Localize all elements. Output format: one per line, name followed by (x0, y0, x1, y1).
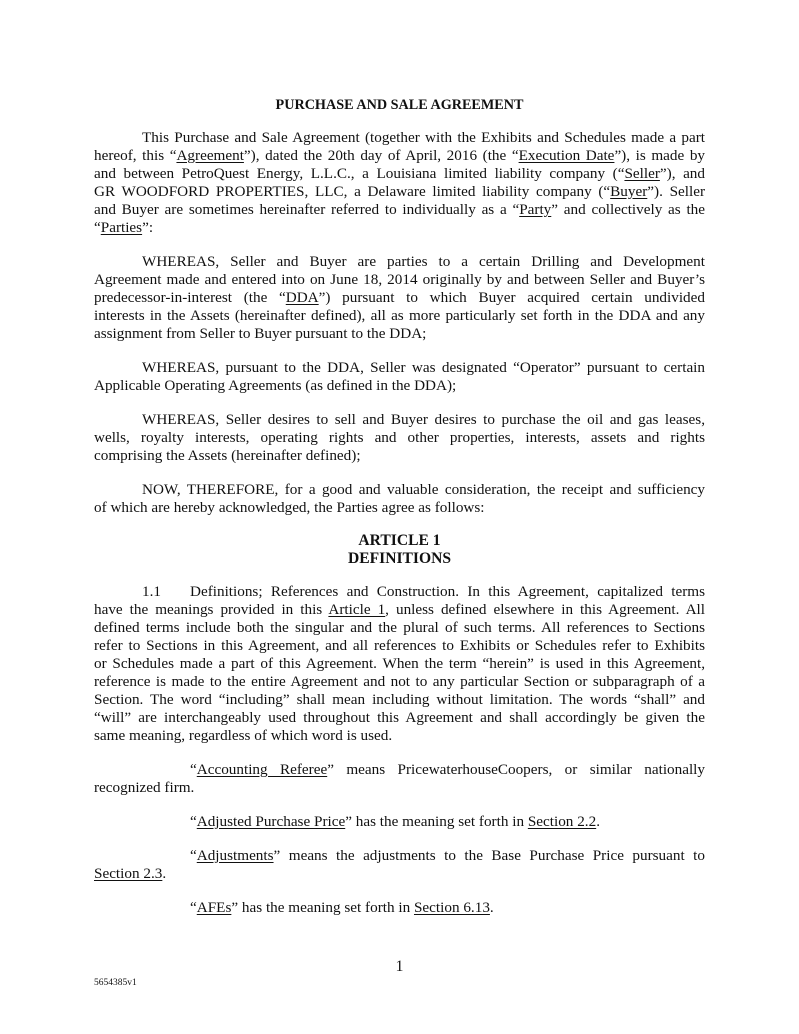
defined-term: AFEs (196, 899, 232, 916)
defined-term: Parties (100, 219, 143, 236)
document-title: PURCHASE AND SALE AGREEMENT (275, 97, 524, 113)
text-line: refer to Sections in this Agreement, and all references to Exhibits or Schedules refer to Exhibits (94, 637, 705, 654)
text-line: Section 2.3. (94, 865, 167, 882)
text-line: Definitions; References and Construction. In this Agreement, capitalized terms (190, 583, 705, 600)
text-line: comprising the Assets (hereinafter defined); (94, 447, 361, 464)
text-line: assignment from Seller to Buyer pursuant to the DDA; (94, 325, 427, 342)
text-line: interests in the Assets (hereinafter defined), all as more particularly set forth in the DDA and any (94, 307, 705, 324)
text-line: WHEREAS, Seller and Buyer are parties to a certain Drilling and Development (142, 253, 705, 270)
cross-reference: Section 2.2 (527, 813, 597, 830)
defined-term: Adjustments (196, 847, 274, 864)
defined-term: Buyer (610, 183, 648, 200)
text-line: hereof, this “Agreement”), dated the 20th day of April, 2016 (the “Execution Date”), is made by (94, 147, 706, 164)
article-heading: DEFINITIONS (347, 550, 452, 567)
text-line: This Purchase and Sale Agreement (together with the Exhibits and Schedules made a part (142, 129, 705, 146)
text-line: WHEREAS, pursuant to the DDA, Seller was designated “Operator” pursuant to certain (142, 359, 705, 376)
definition-adjusted-purchase-price: “Adjusted Purchase Price” has the meaning set forth in Section 2.2. (190, 813, 600, 830)
text-line: same meaning, regardless of which word is used. (94, 727, 393, 744)
article-number: ARTICLE 1 (358, 532, 441, 549)
cross-reference: Section 2.3 (94, 865, 163, 882)
text-line: WHEREAS, Seller desires to sell and Buyer desires to purchase the oil and gas leases, (142, 411, 705, 428)
text-line: Section. The word “including” shall mean including without limitation. The words “shall” and (94, 691, 705, 708)
text-line: “Adjustments” means the adjustments to the Base Purchase Price pursuant to (190, 847, 705, 864)
defined-term: DDA (285, 289, 319, 306)
defined-term: Accounting Referee (196, 761, 328, 778)
text-line: recognized firm. (94, 779, 195, 796)
definition-afes: “AFEs” has the meaning set forth in Section 6.13. (190, 899, 494, 916)
text-line: “Parties”: (94, 219, 154, 236)
text-line: “Accounting Referee” means PricewaterhouseCoopers, or similar nationally (190, 761, 705, 778)
defined-term: Party (519, 201, 552, 218)
text-line: and between PetroQuest Energy, L.L.C., a Louisiana limited liability company (“Seller”), and (94, 165, 705, 182)
section-number: 1.1 (142, 583, 161, 600)
text-line: defined terms include both the singular and the plural of such terms. All references to Sections (94, 619, 705, 636)
text-line: wells, royalty interests, operating rights and other properties, interests, assets and rights (94, 429, 705, 446)
text-line: Agreement made and entered into on June 18, 2014 originally by and between Seller and Buyer’s (94, 271, 705, 288)
text-line: reference is made to the entire Agreement and not to any particular Section or subparagraph of a (94, 673, 705, 690)
cross-reference: Article 1 (328, 601, 386, 618)
text-line: predecessor-in-interest (the “DDA”) pursuant to which Buyer acquired certain undivided (94, 289, 705, 306)
cross-reference: Section 6.13 (413, 899, 490, 916)
page-number: 1 (395, 958, 404, 975)
defined-term: Agreement (176, 147, 244, 164)
document-id: 5654385v1 (94, 978, 137, 988)
defined-term: Seller (624, 165, 660, 182)
text-line: of which are hereby acknowledged, the Parties agree as follows: (94, 499, 485, 516)
text-line: or Schedules made a part of this Agreement. When the term “herein” is used in this Agreement, (94, 655, 705, 672)
text-line: “will” are interchangeably used throughout this Agreement and shall accordingly be given the (94, 709, 705, 726)
text-line: and Buyer are sometimes hereinafter referred to individually as a “Party” and collectively as the (94, 201, 705, 218)
text-line: Applicable Operating Agreements (as defined in the DDA); (94, 377, 457, 394)
text-line: NOW, THEREFORE, for a good and valuable consideration, the receipt and sufficiency (142, 481, 705, 498)
text-line: have the meanings provided in this Article 1, unless defined elsewhere in this Agreement. All (94, 601, 705, 618)
text-line: GR WOODFORD PROPERTIES, LLC, a Delaware limited liability company (“Buyer”). Seller (94, 183, 705, 200)
defined-term: Execution Date (518, 147, 615, 164)
defined-term: Adjusted Purchase Price (196, 813, 346, 830)
